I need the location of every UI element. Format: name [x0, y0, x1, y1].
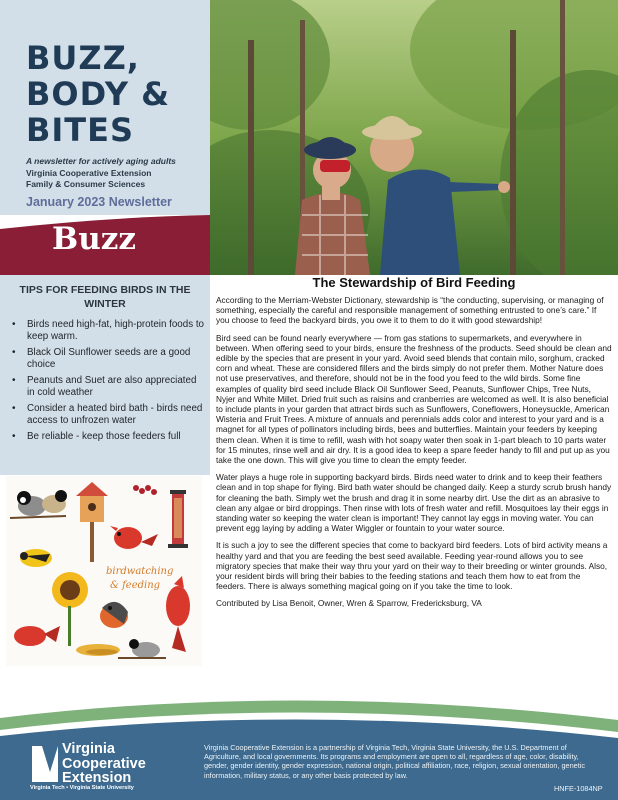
vce-partners: Virginia Tech • Virginia State University — [30, 785, 134, 791]
tip-item: • Black Oil Sunflower seeds are a good choice — [10, 347, 205, 370]
tips-heading: TIPS FOR FEEDING BIRDS IN THE WINTER — [19, 284, 191, 310]
article-title: The Stewardship of Bird Feeding — [312, 275, 516, 290]
issue-date: January 2023 Newsletter — [26, 195, 172, 209]
section-label: Buzz — [52, 221, 136, 257]
tagline: A newsletter for actively aging adults — [26, 156, 176, 166]
article-contributor: Contributed by Lisa Benoit, Owner, Wren & Sparrow, Fredericksburg, VA — [216, 598, 482, 609]
corn-icon — [76, 644, 120, 656]
publication-code: HNFE-1084NP — [554, 784, 603, 793]
org-line-2: Family & Consumer Sciences — [26, 179, 146, 189]
article-paragraph: It is such a joy to see the different species that come to backyard bird feeders. Lots of bird activity means a healthy yard and that you are feeding the best seed available. Feeding year-round allows you to see migratory species that make their way thru your yard on their way to their breeding or winter grounds. Also, your resident birds will bring their babies to the feeding stations and teach them how to eat from the feeders. There is always something magical going on if you take the time to look. — [216, 540, 608, 592]
tip-item: • Be reliable - keep those feeders full — [10, 431, 205, 443]
goldfinch-icon — [20, 549, 52, 567]
birdwatching-illustration — [6, 476, 202, 666]
tip-item: • Consider a heated bird bath - birds need access to unfrozen water — [10, 403, 205, 426]
tip-item: • Peanuts and Suet are also appreciated in cold weather — [10, 375, 205, 398]
article-paragraph: Water plays a huge role in supporting backyard birds. Birds need water to drink and to keep their feathers clean and in top shape for flying. Bird bath water should be changed daily. Keep a sturdy scrub brush handy for cleaning the bath. Simply wet the brush and drag it in some nearby dirt. Use the dirt as an abrasive to clean any algae or bird droppings. Then rinse with lots of fresh water and refill. Mosquitoes lay their eggs in standing water so keeping the water clean is important! They cannot lay eggs in moving water. You can prevent egg laying by adding a Water Wiggler or fountain to your water source. — [216, 472, 612, 534]
article-paragraph: Bird seed can be found nearly everywhere — from gas stations to supermarkets, and everywhere in between. When offering seed to your birds, ensure the freshness of the products. Seed should be clean and edible by the species that are present in your yard. Avoid seed blends that contain milo, sorghum, cracked corn and wheat. These are considered fillers and the birds simply do not prefer them. Mother Nature does not use preservatives, and therefore, should not be in the food you feed to the wild birds. Some fine examples of quality bird seed include Black Oil Sunflower Seed, Peanuts, Sunflower Chips, Tree Nuts, Nyjer and White Millet. Dried fruit such as raisins and cranberries are welcomed as well. It is also beneficial to include plants in your garden that attract birds such as Sunflowers, Coneflowers, Honeysuckle, American Wisteria and Fruit Trees. A mixture of annuals and perennials adds color and interest to your yard and is a magnet for all types of pollinators including birds, bees and butterflies. Maintain your feeders by keeping them clean. When it is time to refill, wash with hot soapy water then soak in 1-part bleach to 10 parts water for 15 minutes, rinse well and air dry. It is a good idea to keep a spare feeder handy to fill and put up as you take the one down. This will give you time to clean the empty feeder. — [216, 332, 612, 466]
article-paragraph: According to the Merriam-Webster Dictionary, stewardship is “the conducting, supervising, or managing of something, especially the careful and responsible management of something entrusted to one’s care.” If you choose to feed the backyard birds, you owe it to them to do it with good stewardship! — [216, 295, 604, 326]
footer-statement: Virginia Cooperative Extension is a partnership of Virginia Tech, Virginia State University, the U.S. Department of Agriculture, and local governments. Its programs and employment are open to all, regardless of age, color, disability, gender, gender identity, gender expression, national origin, political affiliation, race, religion, sexual orientation, genetic information, military status, or any other basis protected by law. — [204, 743, 586, 780]
newsletter-title: BUZZ, BODY & BITES — [26, 39, 171, 149]
vce-wordmark: Virginia Cooperative Extension — [62, 741, 146, 786]
article-body — [216, 295, 612, 616]
hero-photo — [210, 0, 618, 275]
illustration-text: & feeding — [110, 580, 161, 591]
illustration-text: birdwatching — [106, 566, 174, 577]
org-line-1: Virginia Cooperative Extension — [26, 168, 152, 178]
tips-list — [10, 319, 205, 448]
tip-item: • Birds need high-fat, high-protein foods to keep warm. — [10, 319, 205, 342]
